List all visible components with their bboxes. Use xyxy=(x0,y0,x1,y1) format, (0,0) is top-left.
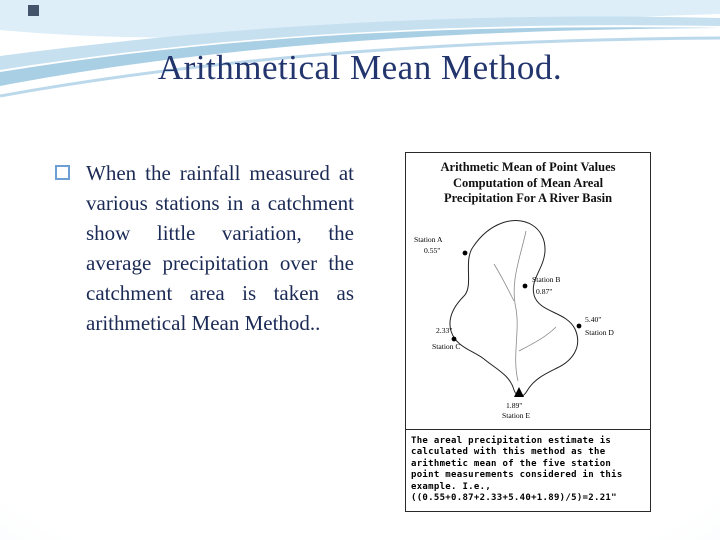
caption-line: The areal precipitation estimate is xyxy=(411,435,612,446)
caption-line: arithmetic mean of the five station xyxy=(411,458,612,469)
station-b-marker xyxy=(523,283,528,288)
river-branch-line xyxy=(519,327,556,351)
station-a-value: 0.55" xyxy=(424,245,441,255)
station-e-marker xyxy=(514,387,524,397)
station-d-label: Station D xyxy=(585,327,614,337)
station-b-label: Station B xyxy=(532,274,561,284)
station-b-value: 0.87" xyxy=(536,286,553,296)
station-c-marker xyxy=(452,336,457,341)
basin-diagram xyxy=(406,209,650,434)
figure-panel xyxy=(405,152,651,512)
station-c-value: 2.33" xyxy=(436,325,453,335)
river-branch-line xyxy=(494,264,514,301)
station-c-label: Station C xyxy=(432,341,461,351)
caption-line: point measurements considered in this xyxy=(411,470,623,481)
slide-title: Arithmetical Mean Method. xyxy=(157,48,563,87)
figure-header-line: Computation of Mean Areal xyxy=(452,175,604,190)
bullet-text: When the rainfall measured at various stations in a catchment show little variation, the average precipitation over the catchment area is taken as arithmetical Mean Method.. xyxy=(86,161,354,336)
caption-line: example. I.e., xyxy=(411,481,492,492)
figure-caption xyxy=(406,429,650,511)
bullet-marker-icon xyxy=(55,165,70,180)
caption-line: ((0.55+0.87+2.33+5.40+1.89)/5)=2.21" xyxy=(411,493,617,504)
station-d-marker xyxy=(577,323,582,328)
station-e-value: 1.89" xyxy=(506,400,523,410)
figure-header-line: Precipitation For A River Basin xyxy=(443,191,613,206)
corner-decoration xyxy=(28,5,39,16)
figure-header xyxy=(406,153,650,207)
figure-header-line: Arithmetic Mean of Point Values xyxy=(440,160,616,174)
bullet-item xyxy=(55,158,360,338)
river-main-line xyxy=(514,231,526,381)
station-a-label: Station A xyxy=(414,234,443,244)
station-d-value: 5.40" xyxy=(585,314,602,324)
station-a-marker xyxy=(463,250,468,255)
caption-line: calculated with this method as the xyxy=(411,447,606,458)
basin-outline xyxy=(450,220,578,396)
station-e-label: Station E xyxy=(502,410,531,420)
